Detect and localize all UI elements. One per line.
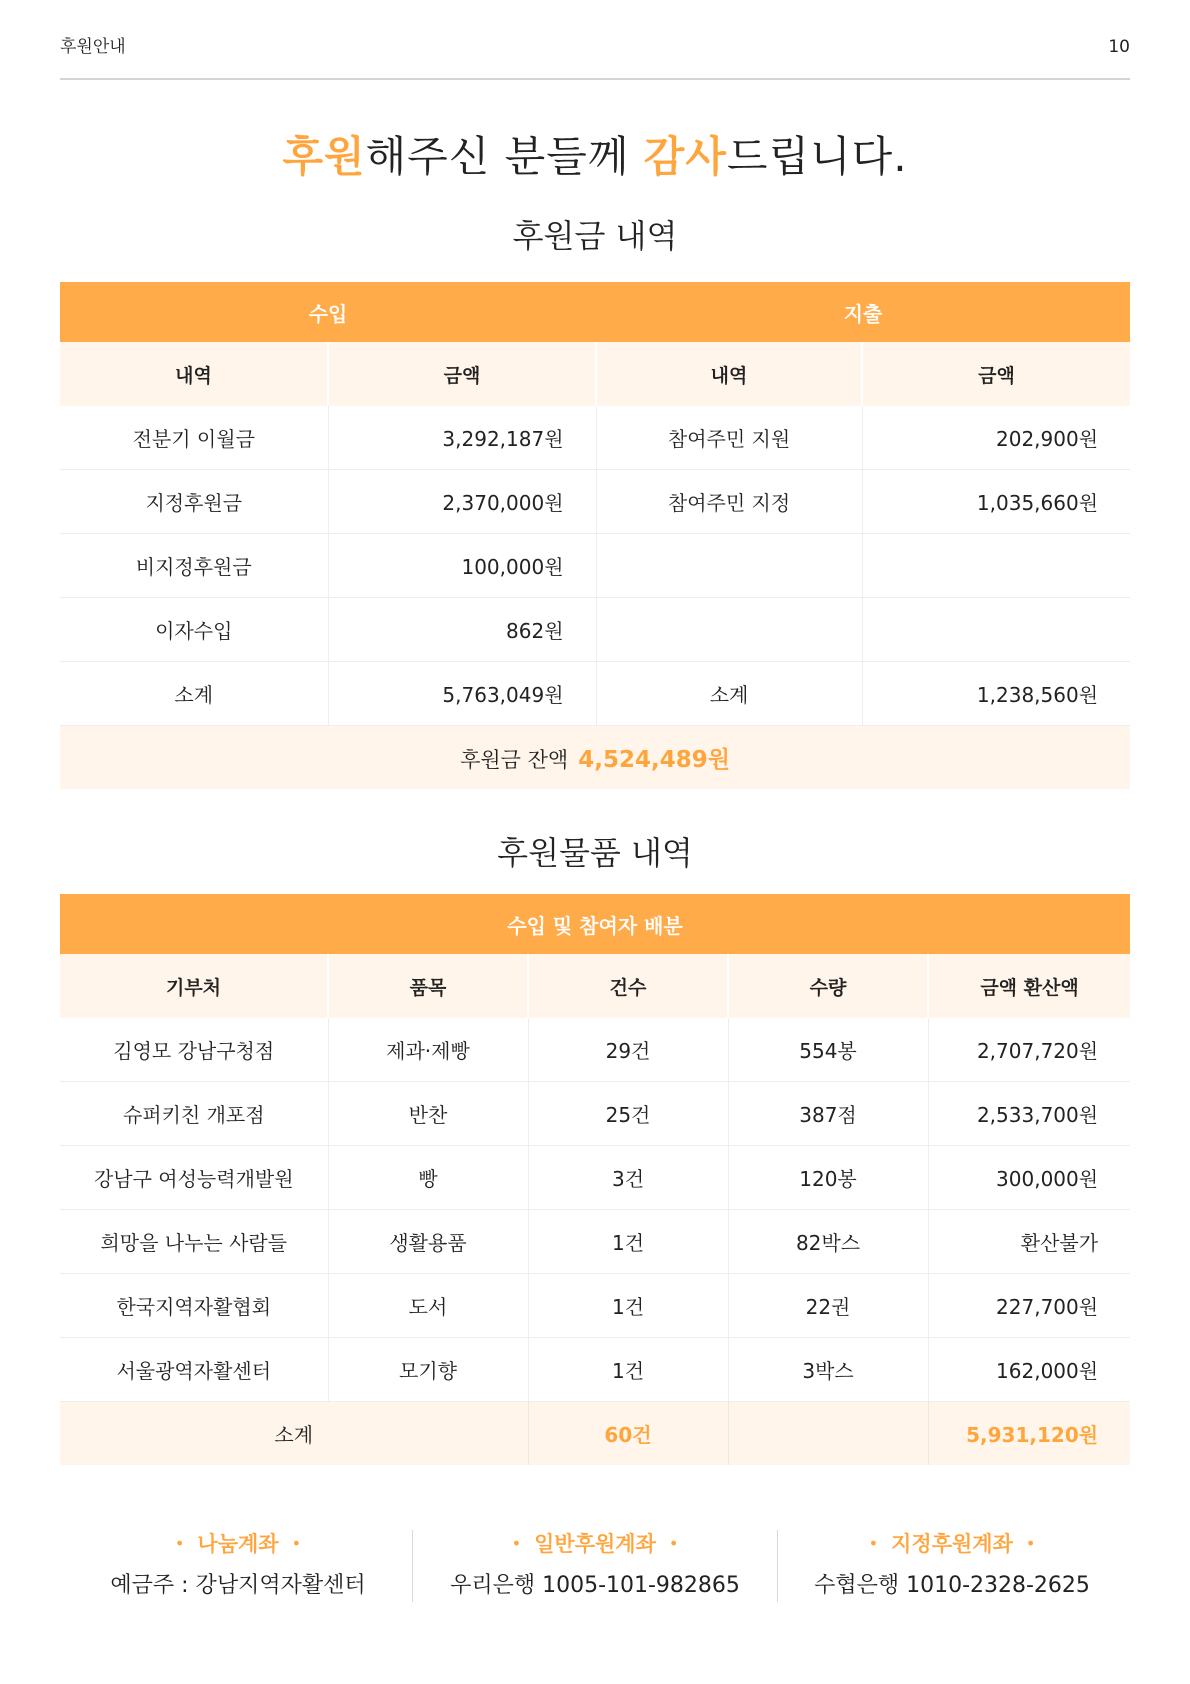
balance-value: 4,524,489원: [578, 747, 730, 773]
item-cell: 빵: [328, 1146, 528, 1210]
quantity-cell: 3박스: [728, 1338, 928, 1402]
header-title: 후원안내: [60, 37, 126, 57]
goods-total-value: 5,931,120원: [928, 1402, 1130, 1466]
goods-table: [60, 894, 1130, 1465]
value-cell: 162,000원: [928, 1338, 1130, 1402]
income-item-header: 내역: [60, 342, 328, 406]
item-cell: 모기향: [328, 1338, 528, 1402]
donor-cell: 슈퍼키친 개포점: [60, 1082, 328, 1146]
donor-cell: 김영모 강남구청점: [60, 1018, 328, 1082]
item-cell: 제과·제빵: [328, 1018, 528, 1082]
quantity-cell: 82박스: [728, 1210, 928, 1274]
page-header: [60, 36, 1130, 80]
value-cell: 2,707,720원: [928, 1018, 1130, 1082]
income-amount: 862원: [328, 598, 596, 662]
income-item: 지정후원금: [60, 470, 328, 534]
count-cell: 3건: [528, 1146, 728, 1210]
goods-header-row: [60, 954, 1130, 1018]
donation-band-row: [60, 282, 1130, 342]
balance-row: [60, 726, 1130, 790]
designated-account-title: ・ 지정후원계좌 ・: [862, 1532, 1042, 1556]
donor-header: 기부처: [60, 954, 328, 1018]
income-amount-header: 금액: [328, 342, 596, 406]
main-title-middle: 해주신 분들께: [365, 132, 644, 181]
value-cell: 2,533,700원: [928, 1082, 1130, 1146]
value-cell: 300,000원: [928, 1146, 1130, 1210]
count-cell: 1건: [528, 1338, 728, 1402]
expense-amount: 202,900원: [862, 406, 1130, 470]
table-row: [60, 1338, 1130, 1402]
donor-cell: 서울광역자활센터: [60, 1338, 328, 1402]
table-row: [60, 1018, 1130, 1082]
page-number: 10: [1108, 37, 1130, 57]
goods-total-row: [60, 1402, 1130, 1466]
table-row: [60, 1146, 1130, 1210]
table-row: [60, 598, 1130, 662]
goods-section-title: 후원물품 내역: [497, 834, 693, 872]
table-row: [60, 1210, 1130, 1274]
goods-band-row: [60, 894, 1130, 954]
sharing-account-value: 예금주 : 강남지역자활센터: [110, 1573, 366, 1598]
table-row: [60, 406, 1130, 470]
expense-amount: [862, 598, 1130, 662]
donation-header-row: [60, 342, 1130, 406]
balance-label: 후원금 잔액: [460, 748, 569, 772]
main-title-end: 드립니다.: [726, 132, 908, 181]
expense-amount: 1,035,660원: [862, 470, 1130, 534]
income-amount: 100,000원: [328, 534, 596, 598]
expense-amount-header: 금액: [862, 342, 1130, 406]
income-amount: 2,370,000원: [328, 470, 596, 534]
income-item: 이자수입: [60, 598, 328, 662]
expense-item: 참여주민 지원: [596, 406, 862, 470]
table-row: [60, 534, 1130, 598]
item-header: 품목: [328, 954, 528, 1018]
quantity-cell: 22권: [728, 1274, 928, 1338]
goods-total-quantity: [728, 1402, 928, 1466]
income-item: 비지정후원금: [60, 534, 328, 598]
value-header: 금액 환산액: [928, 954, 1130, 1018]
income-amount: 3,292,187원: [328, 406, 596, 470]
balance-cell: [60, 726, 1130, 790]
general-account: [417, 1530, 773, 1602]
donation-section-title: 후원금 내역: [512, 217, 678, 255]
count-cell: 25건: [528, 1082, 728, 1146]
main-title-highlight-1: 후원: [282, 132, 366, 181]
quantity-cell: 387점: [728, 1082, 928, 1146]
expense-item: 참여주민 지정: [596, 470, 862, 534]
main-title-highlight-2: 감사: [643, 132, 727, 181]
sharing-account-title: ・ 나눔계좌 ・: [169, 1532, 307, 1556]
general-account-title: ・ 일반후원계좌 ・: [505, 1532, 685, 1556]
income-subtotal-label: 소계: [60, 662, 328, 726]
designated-account-value: 수협은행 1010-2328-2625: [814, 1573, 1090, 1598]
donor-cell: 강남구 여성능력개발원: [60, 1146, 328, 1210]
value-cell: 227,700원: [928, 1274, 1130, 1338]
main-title: [60, 130, 1130, 184]
expense-subtotal-label: 소계: [596, 662, 862, 726]
quantity-cell: 120봉: [728, 1146, 928, 1210]
donation-table: [60, 282, 1130, 789]
income-band: 수입: [60, 282, 596, 342]
expense-amount: [862, 534, 1130, 598]
expense-item: [596, 534, 862, 598]
designated-account: [774, 1530, 1130, 1602]
value-cell: 환산불가: [928, 1210, 1130, 1274]
divider: [412, 1530, 413, 1602]
expense-subtotal: 1,238,560원: [862, 662, 1130, 726]
expense-item: [596, 598, 862, 662]
table-row: [60, 470, 1130, 534]
expense-band: 지출: [596, 282, 1130, 342]
count-cell: 29건: [528, 1018, 728, 1082]
income-subtotal: 5,763,049원: [328, 662, 596, 726]
item-cell: 반찬: [328, 1082, 528, 1146]
quantity-cell: 554봉: [728, 1018, 928, 1082]
table-row: [60, 1274, 1130, 1338]
count-header: 건수: [528, 954, 728, 1018]
item-cell: 생활용품: [328, 1210, 528, 1274]
quantity-header: 수량: [728, 954, 928, 1018]
expense-item-header: 내역: [596, 342, 862, 406]
goods-band: 수입 및 참여자 배분: [60, 894, 1130, 954]
count-cell: 1건: [528, 1210, 728, 1274]
item-cell: 도서: [328, 1274, 528, 1338]
subtotal-row: [60, 662, 1130, 726]
donor-cell: 한국지역자활협회: [60, 1274, 328, 1338]
goods-total-label: 소계: [60, 1402, 528, 1466]
income-item: 전분기 이월금: [60, 406, 328, 470]
goods-total-count: 60건: [528, 1402, 728, 1466]
count-cell: 1건: [528, 1274, 728, 1338]
donor-cell: 희망을 나누는 사람들: [60, 1210, 328, 1274]
general-account-value: 우리은행 1005-101-982865: [450, 1573, 740, 1598]
sharing-account: [60, 1530, 416, 1602]
table-row: [60, 1082, 1130, 1146]
